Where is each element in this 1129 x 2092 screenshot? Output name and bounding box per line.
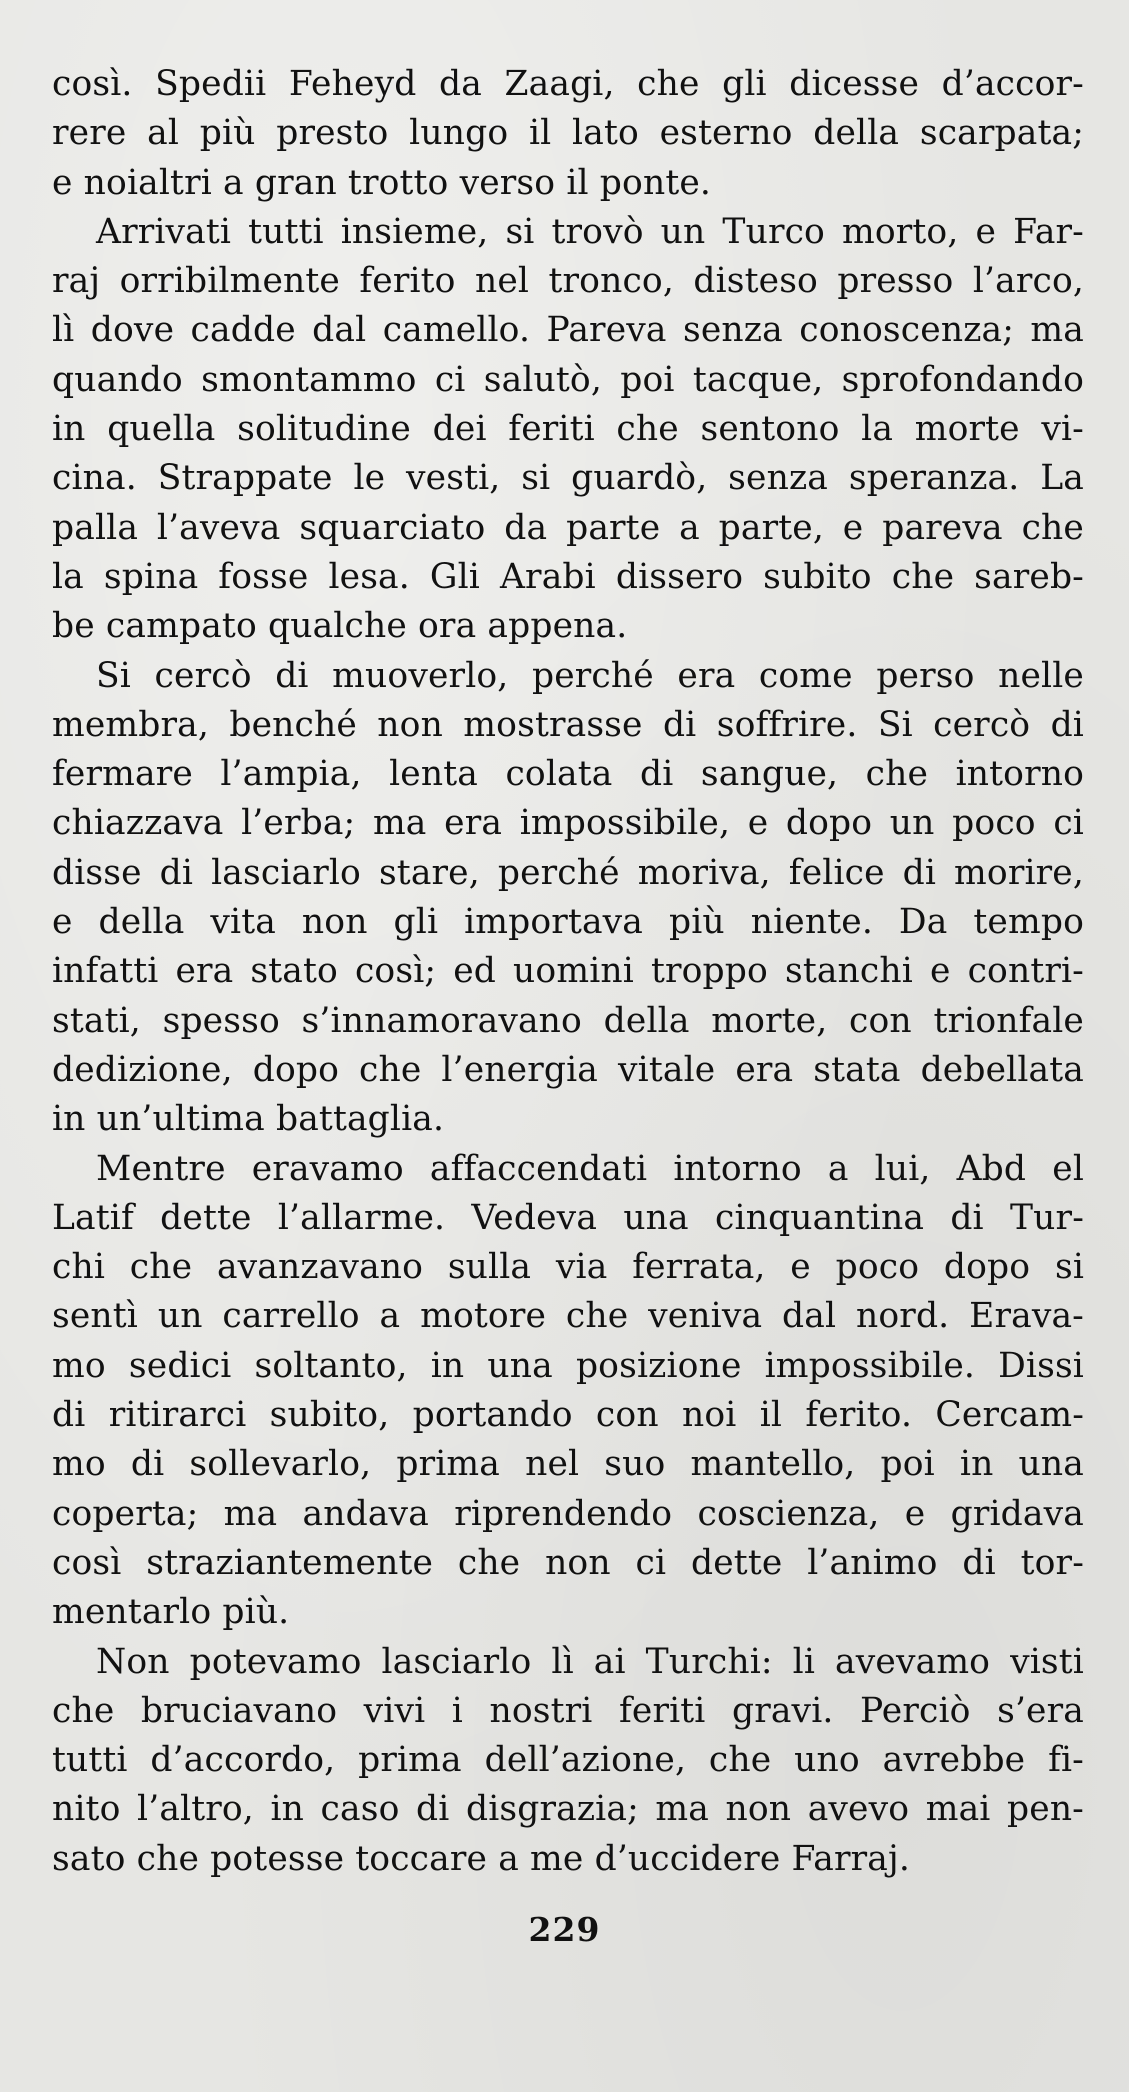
text-line: infatti era stato così; ed uomini troppo stanchi e contri- bbox=[52, 951, 1084, 992]
text-line: stati, spesso s’innamoravano della morte, con trionfale bbox=[52, 1000, 1084, 1041]
text-line: mo sedici soltanto, in una posizione impossibile. Dissi bbox=[52, 1345, 1084, 1386]
text-line: dedizione, dopo che l’energia vitale era stata debellata bbox=[52, 1049, 1084, 1090]
text-line: in quella solitudine dei feriti che sentono la morte vi- bbox=[52, 409, 1084, 450]
text-line: lì dove cadde dal camello. Pareva senza conoscenza; ma bbox=[52, 310, 1084, 351]
text-line: Latif dette l’allarme. Vedeva una cinquantina di Tur- bbox=[52, 1197, 1084, 1238]
text-line: cina. Strappate le vesti, si guardò, senza speranza. La bbox=[52, 458, 1084, 499]
text-line: Non potevamo lasciarlo lì ai Turchi: li avevamo visti bbox=[96, 1641, 1084, 1682]
body-text bbox=[52, 60, 1084, 1884]
text-line: la spina fosse lesa. Gli Arabi dissero subito che sareb- bbox=[52, 556, 1084, 597]
text-line: tutti d’accordo, prima dell’azione, che uno avrebbe fi- bbox=[52, 1740, 1084, 1781]
text-line: Mentre eravamo affaccendati intorno a lui, Abd el bbox=[96, 1148, 1084, 1189]
text-line: Arrivati tutti insieme, si trovò un Turco morto, e Far- bbox=[96, 211, 1084, 252]
text-line: membra, benché non mostrasse di soffrire. Si cercò di bbox=[52, 704, 1084, 745]
text-line: e noialtri a gran trotto verso il ponte. bbox=[52, 162, 712, 203]
text-line: be campato qualche ora appena. bbox=[52, 606, 628, 647]
text-line: chiazzava l’erba; ma era impossibile, e dopo un poco ci bbox=[52, 803, 1084, 844]
text-line: così straziantemente che non ci dette l’animo di tor- bbox=[52, 1542, 1084, 1583]
text-line: che bruciavano vivi i nostri feriti gravi. Perciò s’era bbox=[52, 1690, 1084, 1731]
text-line: coperta; ma andava riprendendo coscienza, e gridava bbox=[52, 1493, 1084, 1534]
text-line: Si cercò di muoverlo, perché era come perso nelle bbox=[96, 655, 1084, 696]
text-line: nito l’altro, in caso di disgrazia; ma non avevo mai pen- bbox=[52, 1789, 1084, 1830]
text-line: fermare l’ampia, lenta colata di sangue, che intorno bbox=[52, 754, 1084, 795]
page-number: 229 bbox=[528, 1910, 601, 1949]
text-line: mo di sollevarlo, prima nel suo mantello, poi in una bbox=[52, 1444, 1084, 1485]
text-line: palla l’aveva squarciato da parte a parte, e pareva che bbox=[52, 507, 1084, 548]
text-line: di ritirarci subito, portando con noi il ferito. Cercam- bbox=[52, 1395, 1084, 1436]
text-line: mentarlo più. bbox=[52, 1592, 290, 1633]
text-line: raj orribilmente ferito nel tronco, disteso presso l’arco, bbox=[52, 261, 1084, 302]
text-line: e della vita non gli importava più niente. Da tempo bbox=[52, 902, 1084, 943]
text-line: disse di lasciarlo stare, perché moriva, felice di morire, bbox=[52, 852, 1084, 893]
text-line: così. Spedii Feheyd da Zaagi, che gli dicesse d’accor- bbox=[52, 64, 1084, 104]
text-line: quando smontammo ci salutò, poi tacque, sprofondando bbox=[52, 359, 1084, 400]
text-line: rere al più presto lungo il lato esterno della scarpata; bbox=[52, 113, 1084, 154]
text-line: in un’ultima battaglia. bbox=[52, 1099, 445, 1140]
text-line: sentì un carrello a motore che veniva dal nord. Erava- bbox=[52, 1296, 1084, 1337]
text-line: sato che potesse toccare a me d’uccidere Farraj. bbox=[52, 1838, 910, 1879]
text-line: chi che avanzavano sulla via ferrata, e poco dopo si bbox=[52, 1247, 1084, 1288]
